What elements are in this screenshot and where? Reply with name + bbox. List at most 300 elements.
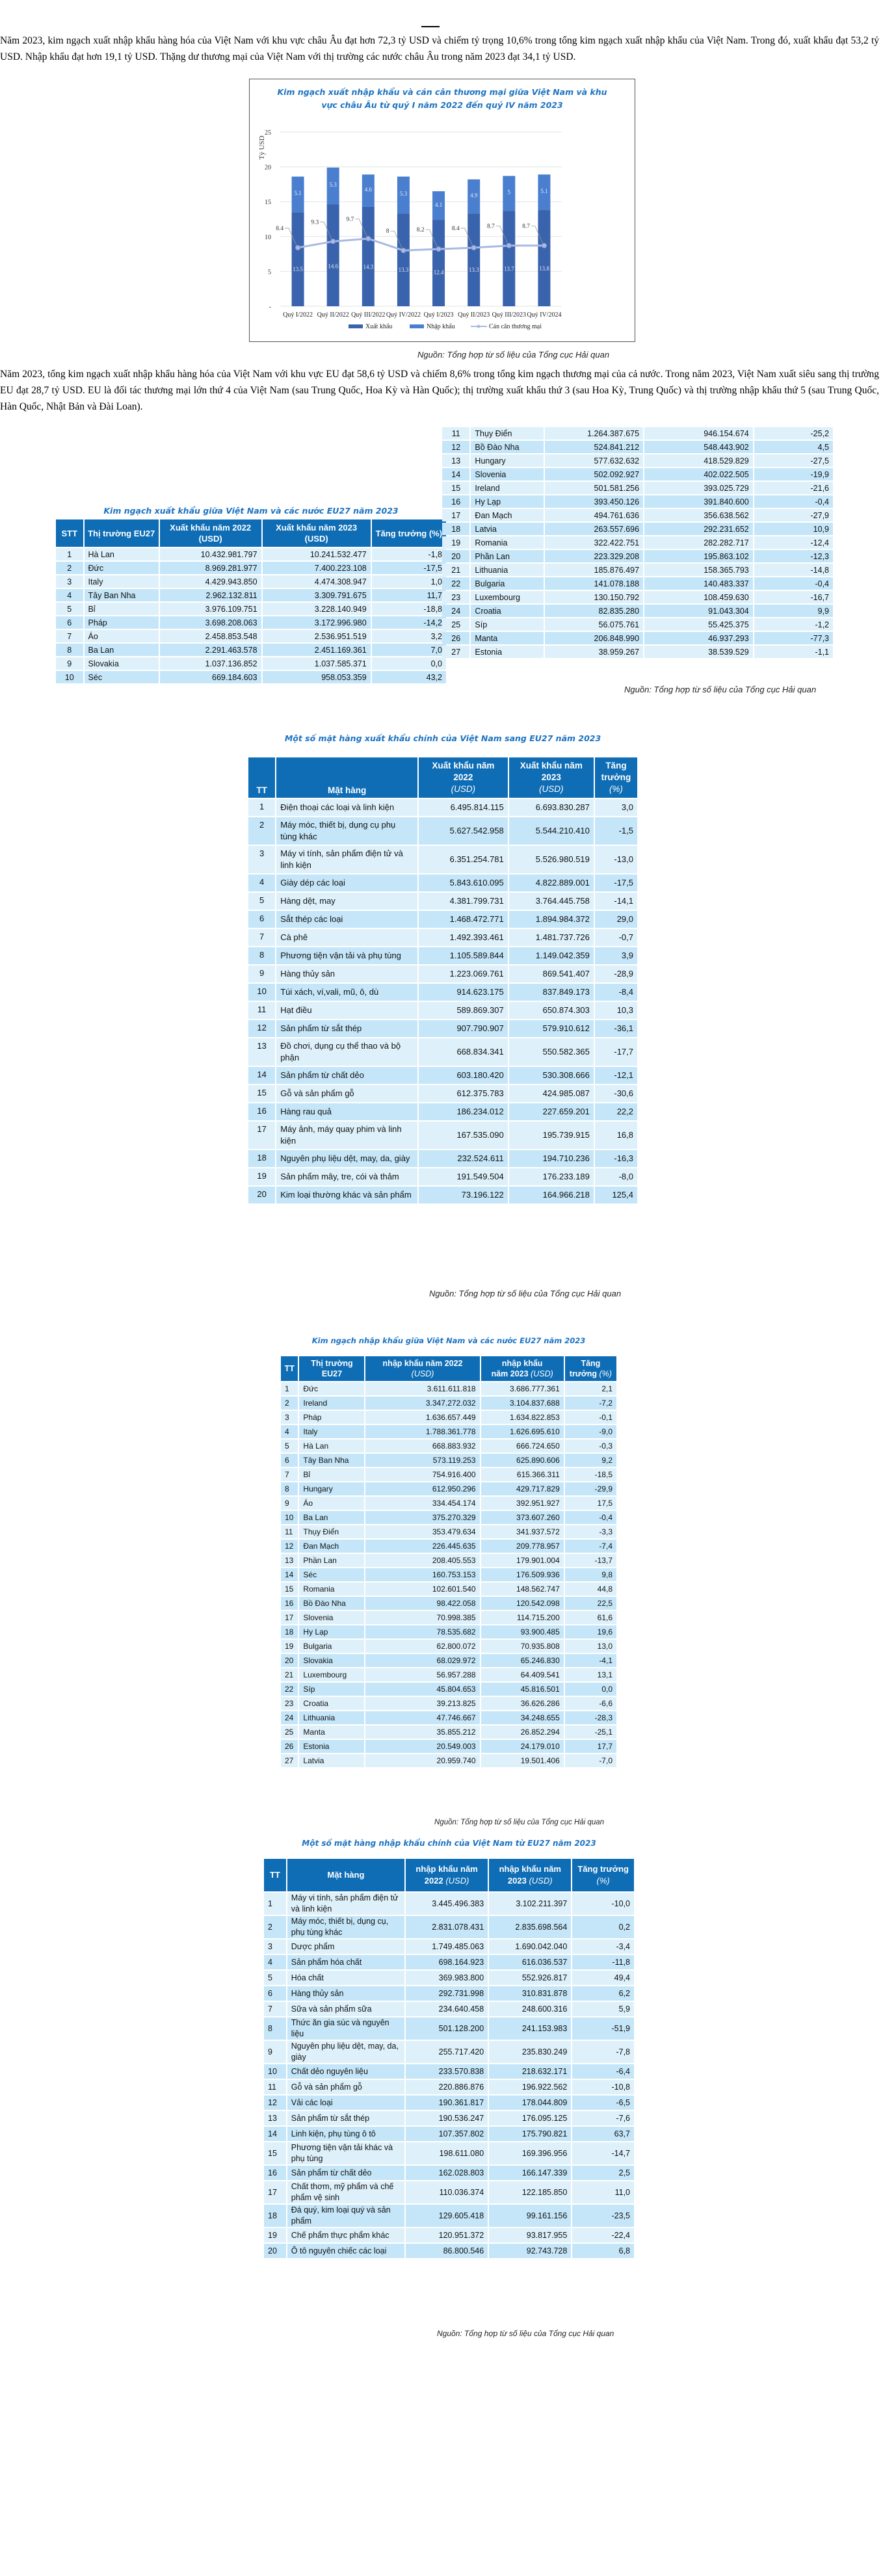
table-row bbox=[248, 874, 637, 891]
col-header-2022: Xuất khẩu năm 2022 (USD) bbox=[160, 519, 261, 547]
row-index: 4 bbox=[56, 589, 83, 601]
value-2022: 612.375.783 bbox=[419, 1085, 508, 1102]
row-index: 3 bbox=[56, 575, 83, 588]
growth-percent: 13,0 bbox=[565, 1640, 616, 1653]
value-2023: 2.835.698.564 bbox=[489, 1916, 571, 1938]
balance-point bbox=[331, 239, 336, 244]
row-index: 9 bbox=[264, 2041, 286, 2063]
value-2022: 577.632.632 bbox=[545, 454, 644, 467]
balance-data-label: 8.4 bbox=[451, 225, 460, 232]
growth-percent: 19,6 bbox=[565, 1625, 616, 1638]
growth-percent: 2,1 bbox=[565, 1382, 616, 1395]
growth-percent: -29,9 bbox=[565, 1482, 616, 1495]
value-2023: 3.686.777.361 bbox=[481, 1382, 564, 1395]
table-row bbox=[281, 1683, 616, 1696]
growth-percent: 0,2 bbox=[572, 1916, 634, 1938]
value-2022: 255.717.420 bbox=[406, 2041, 488, 2063]
x-tick-label: Quý III/2022 bbox=[351, 311, 386, 319]
value-2023: 424.985.087 bbox=[509, 1085, 594, 1102]
row-label: Phương tiện vận tải khác và phụ tùng bbox=[287, 2142, 404, 2164]
value-2023: 178.044.809 bbox=[489, 2096, 571, 2110]
row-index: 8 bbox=[56, 644, 83, 656]
table-row bbox=[264, 2205, 634, 2227]
row-index: 6 bbox=[56, 616, 83, 629]
row-label: Hàng thủy sản bbox=[276, 966, 417, 982]
row-index: 12 bbox=[281, 1540, 298, 1553]
value-2023: 195.863.102 bbox=[644, 550, 753, 562]
growth-percent: -12,1 bbox=[595, 1067, 637, 1084]
import-country-table bbox=[280, 1355, 618, 1768]
row-index: 14 bbox=[264, 2127, 286, 2141]
value-2023: 3.172.996.980 bbox=[263, 616, 371, 629]
table-row bbox=[264, 2041, 634, 2063]
row-label: Nguyên phụ liệu dệt, may, da, giày bbox=[276, 1150, 417, 1167]
row-index: 14 bbox=[248, 1067, 275, 1084]
value-2023: 10.241.532.477 bbox=[263, 548, 371, 560]
row-index: 10 bbox=[56, 671, 83, 683]
table-row bbox=[281, 1554, 616, 1567]
col-header-growth: Tăng trưởng (%) bbox=[572, 1859, 634, 1891]
row-label: Romania bbox=[299, 1583, 364, 1596]
table-row bbox=[281, 1583, 616, 1596]
growth-percent: -1,2 bbox=[754, 618, 833, 631]
row-index: 2 bbox=[281, 1397, 298, 1410]
row-index: 13 bbox=[442, 454, 469, 467]
value-2023: 3.102.211.397 bbox=[489, 1893, 571, 1915]
row-label: Máy móc, thiết bị, dụng cụ phụ tùng khác bbox=[276, 817, 417, 845]
row-label: Hy Lạp bbox=[471, 495, 543, 508]
row-label: Manta bbox=[299, 1726, 364, 1739]
x-tick-label: Quý I/2022 bbox=[283, 311, 313, 319]
row-label: Sản phẩm mây, tre, cói và thảm bbox=[276, 1168, 417, 1185]
value-2023: 341.937.572 bbox=[481, 1525, 564, 1538]
row-index: 21 bbox=[442, 564, 469, 576]
table-row bbox=[281, 1668, 616, 1681]
row-index: 17 bbox=[281, 1611, 298, 1624]
balance-point bbox=[296, 245, 300, 250]
value-2022: 45.804.653 bbox=[365, 1683, 479, 1696]
row-index: 9 bbox=[248, 966, 275, 982]
row-index: 4 bbox=[264, 1955, 286, 1969]
row-label: Điện thoại các loại và linh kiện bbox=[276, 799, 417, 816]
value-2023: 1.634.822.853 bbox=[481, 1411, 564, 1424]
row-label: Hàng rau quả bbox=[276, 1103, 417, 1120]
balance-data-label: 9.3 bbox=[311, 219, 319, 226]
col-header-tt: TT bbox=[248, 757, 275, 798]
value-2023: 227.659.201 bbox=[509, 1103, 594, 1120]
row-index: 11 bbox=[442, 427, 469, 440]
growth-percent: -22,4 bbox=[572, 2228, 634, 2242]
table-row bbox=[281, 1654, 616, 1667]
table-row bbox=[281, 1711, 616, 1724]
growth-percent: -14,7 bbox=[572, 2142, 634, 2164]
table-row bbox=[442, 632, 833, 644]
row-label: Áo bbox=[299, 1497, 364, 1510]
export-bar bbox=[468, 213, 480, 306]
table-row bbox=[264, 1971, 634, 1985]
value-2023: 579.910.612 bbox=[509, 1020, 594, 1037]
growth-percent: -3,4 bbox=[572, 1939, 634, 1954]
row-label: Sắt thép các loại bbox=[276, 911, 417, 928]
balance-point bbox=[471, 245, 476, 250]
row-label: Slovakia bbox=[299, 1654, 364, 1667]
value-2023: 391.840.600 bbox=[644, 495, 753, 508]
value-2022: 2.291.463.578 bbox=[160, 644, 261, 656]
export-data-label: 14.6 bbox=[328, 263, 339, 270]
x-tick-label: Quý I/2023 bbox=[423, 311, 454, 319]
row-label: Giày dép các loại bbox=[276, 874, 417, 891]
value-2022: 1.492.393.461 bbox=[419, 929, 508, 946]
value-2023: 530.308.666 bbox=[509, 1067, 594, 1084]
table-row bbox=[248, 1085, 637, 1102]
value-2023: 70.935.808 bbox=[481, 1640, 564, 1653]
table-row bbox=[264, 2080, 634, 2094]
col-header-tt: TT bbox=[281, 1356, 298, 1381]
row-index: 5 bbox=[248, 893, 275, 910]
value-2022: 110.036.374 bbox=[406, 2181, 488, 2203]
growth-percent: 13,1 bbox=[565, 1668, 616, 1681]
growth-percent: -28,9 bbox=[595, 966, 637, 982]
value-2022: 292.731.998 bbox=[406, 1986, 488, 2001]
value-2022: 1.636.657.449 bbox=[365, 1411, 479, 1424]
row-label: Pháp bbox=[85, 616, 159, 629]
export-data-label: 14.3 bbox=[363, 263, 374, 270]
row-index: 8 bbox=[248, 947, 275, 964]
row-label: Tây Ban Nha bbox=[85, 589, 159, 601]
value-2023: 46.937.293 bbox=[644, 632, 753, 644]
value-2023: 169.396.956 bbox=[489, 2142, 571, 2164]
table-row bbox=[281, 1697, 616, 1710]
row-index: 2 bbox=[56, 562, 83, 574]
table-row bbox=[56, 548, 446, 560]
value-2022: 234.640.458 bbox=[406, 2002, 488, 2016]
table-row bbox=[442, 564, 833, 576]
import-data-label: 4.6 bbox=[364, 186, 372, 193]
value-2023: 91.043.304 bbox=[644, 605, 753, 617]
import-data-label: 5.1 bbox=[294, 190, 302, 197]
row-label: Thụy Điển bbox=[299, 1525, 364, 1538]
value-2022: 86.800.546 bbox=[406, 2244, 488, 2258]
value-2022: 167.535.090 bbox=[419, 1122, 508, 1149]
row-index: 22 bbox=[281, 1683, 298, 1696]
row-label: Séc bbox=[299, 1568, 364, 1581]
value-2022: 190.361.817 bbox=[406, 2096, 488, 2110]
row-index: 20 bbox=[281, 1654, 298, 1667]
value-2022: 1.788.361.778 bbox=[365, 1425, 479, 1438]
table-row bbox=[248, 1002, 637, 1019]
table-row bbox=[264, 2181, 634, 2203]
value-2023: 1.481.737.726 bbox=[509, 929, 594, 946]
row-label: Tây Ban Nha bbox=[299, 1454, 364, 1467]
growth-percent: -27,9 bbox=[754, 509, 833, 521]
growth-percent: 11,7 bbox=[372, 589, 446, 601]
row-index: 1 bbox=[56, 548, 83, 560]
x-tick-label: Quý II/2022 bbox=[317, 311, 349, 319]
row-label: Ireland bbox=[299, 1397, 364, 1410]
import-data-label: 5.3 bbox=[399, 191, 408, 198]
row-label: Hóa chất bbox=[287, 1971, 404, 1985]
row-label: Sản phẩm từ sắt thép bbox=[287, 2111, 404, 2125]
x-tick-label: Quý II/2023 bbox=[458, 311, 490, 319]
row-label: Hàng dệt, may bbox=[276, 893, 417, 910]
table-header-row bbox=[248, 757, 637, 798]
table-row bbox=[248, 1187, 637, 1203]
row-index: 9 bbox=[56, 657, 83, 670]
export-data-label: 13.3 bbox=[468, 266, 479, 273]
growth-percent: -6,6 bbox=[565, 1697, 616, 1710]
export-bar bbox=[503, 211, 515, 306]
row-label: Đức bbox=[299, 1382, 364, 1395]
growth-percent: 7,0 bbox=[372, 644, 446, 656]
value-2023: 615.366.311 bbox=[481, 1468, 564, 1481]
row-index: 8 bbox=[264, 2017, 286, 2040]
row-label: Bulgaria bbox=[471, 577, 543, 590]
table-row bbox=[248, 893, 637, 910]
growth-percent: 17,5 bbox=[565, 1497, 616, 1510]
import-commodity-source-note: Nguồn: Tổng hợp từ số liệu của Tổng cục Hải quan bbox=[437, 2329, 614, 2338]
row-label: Sản phẩm hóa chất bbox=[287, 1955, 404, 1969]
value-2023: 248.600.316 bbox=[489, 2002, 571, 2016]
growth-percent: -8,4 bbox=[595, 984, 637, 1001]
row-index: 12 bbox=[248, 1020, 275, 1037]
table-header-row bbox=[56, 519, 446, 547]
table-row bbox=[281, 1540, 616, 1553]
row-label: Hungary bbox=[299, 1482, 364, 1495]
value-2023: 958.053.359 bbox=[263, 671, 371, 683]
row-label: Đan Mạch bbox=[299, 1540, 364, 1553]
table-row bbox=[442, 441, 833, 453]
table-row bbox=[264, 2127, 634, 2141]
export-data-label: 13.3 bbox=[398, 266, 409, 273]
chart-title-line-2: vực châu Âu từ quý I năm 2022 đến quý IV năm 2023 bbox=[321, 100, 563, 110]
col-header-item: Mặt hàng bbox=[287, 1859, 404, 1891]
growth-percent: -30,6 bbox=[595, 1085, 637, 1102]
value-2022: 4.429.943.850 bbox=[160, 575, 261, 588]
table-row bbox=[264, 2064, 634, 2079]
export-country-source-note: Nguồn: Tổng hợp từ số liệu của Tổng cục Hải quan bbox=[624, 685, 817, 694]
import-data-label: 5 bbox=[507, 189, 511, 196]
growth-percent: -12,4 bbox=[754, 536, 833, 549]
value-2022: 612.950.296 bbox=[365, 1482, 479, 1495]
growth-percent: -19,9 bbox=[754, 468, 833, 480]
table-row bbox=[442, 618, 833, 631]
y-tick-label: 20 bbox=[265, 164, 271, 172]
table-row bbox=[442, 454, 833, 467]
value-2022: 3.347.272.032 bbox=[365, 1397, 479, 1410]
value-2023: 310.831.878 bbox=[489, 1986, 571, 2001]
row-label: Linh kiện, phụ tùng ô tô bbox=[287, 2127, 404, 2141]
value-2022: 375.270.329 bbox=[365, 1511, 479, 1524]
table-row bbox=[248, 1150, 637, 1167]
balance-data-label: 9.7 bbox=[346, 217, 354, 224]
growth-percent: -10,8 bbox=[572, 2080, 634, 2094]
row-index: 1 bbox=[281, 1382, 298, 1395]
value-2022: 4.381.799.731 bbox=[419, 893, 508, 910]
value-2022: 914.623.175 bbox=[419, 984, 508, 1001]
growth-percent: 4,5 bbox=[754, 441, 833, 453]
value-2022: 754.916.400 bbox=[365, 1468, 479, 1481]
table-row bbox=[248, 1168, 637, 1185]
table-row bbox=[56, 562, 446, 574]
table-row bbox=[248, 947, 637, 964]
balance-point bbox=[436, 247, 441, 252]
row-label: Romania bbox=[471, 536, 543, 549]
growth-percent: 3,9 bbox=[595, 947, 637, 964]
value-2022: 263.557.696 bbox=[545, 523, 644, 535]
row-label: Hà Lan bbox=[299, 1439, 364, 1452]
row-index: 23 bbox=[442, 591, 469, 603]
balance-data-label: 8.4 bbox=[276, 225, 284, 232]
value-2022: 47.746.667 bbox=[365, 1711, 479, 1724]
table-row bbox=[264, 1916, 634, 1938]
row-index: 24 bbox=[281, 1711, 298, 1724]
legend-swatch-export bbox=[349, 324, 363, 328]
growth-percent: 9,2 bbox=[565, 1454, 616, 1467]
export-bar bbox=[397, 213, 410, 306]
table-row bbox=[264, 2228, 634, 2242]
table-header-row bbox=[281, 1356, 616, 1381]
col-header-2022: Xuất khẩu năm 2022 (USD) bbox=[419, 757, 508, 798]
chart-source-note: Nguồn: Tổng hợp từ số liệu của Tổng cục Hải quan bbox=[417, 350, 610, 360]
growth-percent: 6,8 bbox=[572, 2244, 634, 2258]
row-index: 10 bbox=[248, 984, 275, 1001]
value-2022: 35.855.212 bbox=[365, 1726, 479, 1739]
export-commodity-table bbox=[247, 756, 639, 1205]
export-bar bbox=[432, 220, 445, 306]
row-index: 7 bbox=[281, 1468, 298, 1481]
row-index: 1 bbox=[248, 799, 275, 816]
row-index: 2 bbox=[248, 817, 275, 845]
row-index: 6 bbox=[248, 911, 275, 928]
row-index: 15 bbox=[281, 1583, 298, 1596]
row-index: 3 bbox=[281, 1411, 298, 1424]
row-index: 25 bbox=[442, 618, 469, 631]
growth-percent: 5,9 bbox=[572, 2002, 634, 2016]
row-index: 5 bbox=[56, 603, 83, 615]
value-2023: 7.400.223.108 bbox=[263, 562, 371, 574]
trade-chart bbox=[249, 79, 635, 342]
value-2023: 176.095.125 bbox=[489, 2111, 571, 2125]
row-label: Bồ Đào Nha bbox=[471, 441, 543, 453]
table-row bbox=[56, 671, 446, 683]
growth-percent: -13,0 bbox=[595, 846, 637, 873]
value-2022: 232.524.611 bbox=[419, 1150, 508, 1167]
value-2022: 668.834.341 bbox=[419, 1038, 508, 1066]
row-label: Hàng thủy sản bbox=[287, 1986, 404, 2001]
value-2023: 946.154.674 bbox=[644, 427, 753, 440]
value-2023: 418.529.829 bbox=[644, 454, 753, 467]
growth-percent: -7,4 bbox=[565, 1540, 616, 1553]
col-header-market: Thị trường EU27 bbox=[85, 519, 159, 547]
value-2023: 122.185.850 bbox=[489, 2181, 571, 2203]
table-row bbox=[281, 1497, 616, 1510]
x-tick-label: Quý III/2023 bbox=[492, 311, 527, 319]
value-2023: 1.690.042.040 bbox=[489, 1939, 571, 1954]
table-row bbox=[248, 1038, 637, 1066]
value-2022: 501.128.200 bbox=[406, 2017, 488, 2040]
x-tick-label: Quý IV/2022 bbox=[386, 311, 421, 319]
value-2022: 8.969.281.977 bbox=[160, 562, 261, 574]
row-index: 3 bbox=[248, 846, 275, 873]
value-2023: 218.632.171 bbox=[489, 2064, 571, 2079]
row-label: Đức bbox=[85, 562, 159, 574]
value-2022: 1.749.485.063 bbox=[406, 1939, 488, 1954]
table-row bbox=[281, 1754, 616, 1767]
row-label: Phương tiện vận tải và phụ tùng bbox=[276, 947, 417, 964]
growth-percent: 3,2 bbox=[372, 630, 446, 642]
value-2022: 502.092.927 bbox=[545, 468, 644, 480]
value-2022: 38.959.267 bbox=[545, 646, 644, 658]
row-index: 12 bbox=[442, 441, 469, 453]
growth-percent: 44,8 bbox=[565, 1583, 616, 1596]
value-2023: 282.282.717 bbox=[644, 536, 753, 549]
growth-percent: 43,2 bbox=[372, 671, 446, 683]
row-index: 4 bbox=[248, 874, 275, 891]
row-index: 2 bbox=[264, 1916, 286, 1938]
value-2022: 2.962.132.811 bbox=[160, 589, 261, 601]
value-2023: 65.246.830 bbox=[481, 1654, 564, 1667]
value-2023: 4.474.308.947 bbox=[263, 575, 371, 588]
table-row bbox=[442, 482, 833, 494]
growth-percent: 11,0 bbox=[572, 2181, 634, 2203]
value-2023: 114.715.200 bbox=[481, 1611, 564, 1624]
value-2022: 6.351.254.781 bbox=[419, 846, 508, 873]
value-2023: 140.483.337 bbox=[644, 577, 753, 590]
value-2022: 20.549.003 bbox=[365, 1740, 479, 1753]
table-row bbox=[281, 1625, 616, 1638]
export-data-label: 13.5 bbox=[293, 266, 303, 273]
value-2022: 334.454.174 bbox=[365, 1497, 479, 1510]
value-2022: 102.601.540 bbox=[365, 1583, 479, 1596]
row-label: Luxembourg bbox=[471, 591, 543, 603]
row-index: 17 bbox=[442, 509, 469, 521]
row-label: Đồ chơi, dụng cụ thể thao và bộ phận bbox=[276, 1038, 417, 1066]
value-2022: 62.800.072 bbox=[365, 1640, 479, 1653]
table-row bbox=[56, 603, 446, 615]
table-row bbox=[442, 550, 833, 562]
balance-point bbox=[366, 237, 371, 241]
table-row bbox=[442, 509, 833, 521]
table-row bbox=[281, 1411, 616, 1424]
value-2023: 196.922.562 bbox=[489, 2080, 571, 2094]
row-label: Croatia bbox=[471, 605, 543, 617]
value-2022: 129.605.418 bbox=[406, 2205, 488, 2227]
value-2022: 501.581.256 bbox=[545, 482, 644, 494]
value-2023: 402.022.505 bbox=[644, 468, 753, 480]
row-label: Phần Lan bbox=[471, 550, 543, 562]
table-row bbox=[56, 616, 446, 629]
legend-swatch-import bbox=[410, 324, 424, 328]
value-2022: 3.976.109.751 bbox=[160, 603, 261, 615]
table-row bbox=[281, 1726, 616, 1739]
value-2022: 162.028.803 bbox=[406, 2166, 488, 2180]
row-index: 20 bbox=[248, 1187, 275, 1203]
value-2022: 120.951.372 bbox=[406, 2228, 488, 2242]
col-header-stt: STT bbox=[56, 519, 83, 547]
row-label: Ireland bbox=[471, 482, 543, 494]
row-label: Sản phẩm từ sắt thép bbox=[276, 1020, 417, 1037]
row-label: Thụy Điển bbox=[471, 427, 543, 440]
table-row bbox=[248, 911, 637, 928]
row-label: Hy Lạp bbox=[299, 1625, 364, 1638]
row-index: 13 bbox=[264, 2111, 286, 2125]
row-index: 18 bbox=[442, 523, 469, 535]
import-data-label: 4.9 bbox=[470, 192, 478, 199]
value-2022: 3.611.611.818 bbox=[365, 1382, 479, 1395]
growth-percent: -0,3 bbox=[565, 1439, 616, 1452]
value-2023: 93.900.485 bbox=[481, 1625, 564, 1638]
row-label: Sữa và sản phẩm sữa bbox=[287, 2002, 404, 2016]
